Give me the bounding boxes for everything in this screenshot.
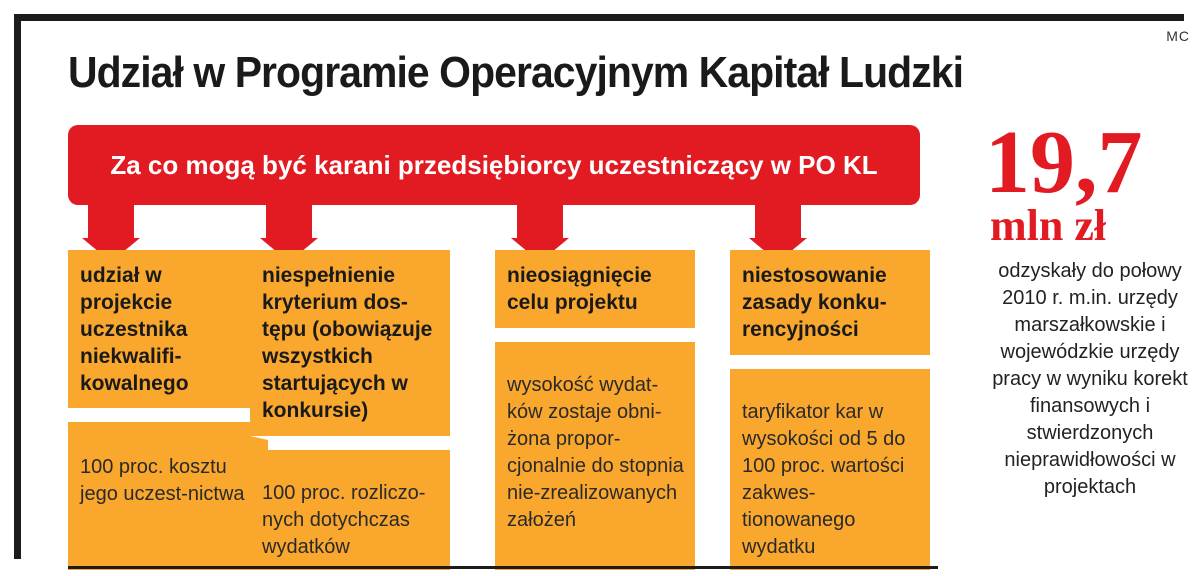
frame-top-border: [14, 14, 1184, 21]
penalty-amount-box: [495, 342, 695, 570]
banner-text: Za co mogą być karani przedsiębiorcy uczestniczący w PO KL: [110, 149, 878, 180]
penalty-reason-box: [730, 250, 930, 355]
connector-arrow-2: [266, 200, 312, 240]
stat-value: 19,7: [985, 113, 1143, 212]
bottom-border: [68, 566, 938, 569]
penalty-amount-box: [250, 450, 450, 570]
penalty-amount-box: [730, 369, 930, 570]
frame-left-border: [14, 14, 21, 559]
penalty-reason: udział w projekcie uczestnika niekwalifi-kowalnego: [80, 264, 189, 395]
penalty-amount: wysokość wydat-ków zostaje obni-żona propor-cjonalnie do stopnia nie-zrealizowanych założeń: [507, 374, 684, 531]
penalty-reason-box: [250, 250, 450, 436]
connector-arrow-1: [88, 200, 134, 240]
penalty-reason-box: [495, 250, 695, 328]
penalty-amount: 100 proc. rozliczo-nych dotychczas wydatków: [262, 482, 426, 558]
penalty-amount-box: [68, 422, 268, 570]
penalty-amount: taryfikator kar w wysokości od 5 do 100 proc. wartości zakwes-tionowanego wydatku: [742, 401, 906, 558]
penalty-reason-box: [68, 250, 268, 408]
penalty-amount: 100 proc. kosztu jego uczest-nictwa: [80, 456, 245, 505]
author-credit: MC: [1166, 28, 1190, 44]
stat-unit: mln zł: [990, 201, 1107, 250]
page-title: Udział w Programie Operacyjnym Kapitał Ludzki: [68, 48, 964, 97]
stat-description: odzyskały do połowy 2010 r. m.in. urzędy marszałkowskie i wojewódzkie urzędy pracy w wyniku korekt finansowych i stwierdzonych nieprawidłowości w projektach: [992, 260, 1188, 498]
connector-arrow-4: [755, 200, 801, 240]
penalty-reason: nieosiągnięcie celu projektu: [507, 264, 652, 314]
penalty-reason: niespełnienie kryterium dos-tępu (obowiązuje wszystkich startujących w konkursie): [262, 264, 433, 422]
penalty-reason: niestosowanie zasady konku-rencyjności: [742, 264, 887, 341]
connector-arrow-3: [517, 200, 563, 240]
question-banner: [68, 125, 920, 205]
